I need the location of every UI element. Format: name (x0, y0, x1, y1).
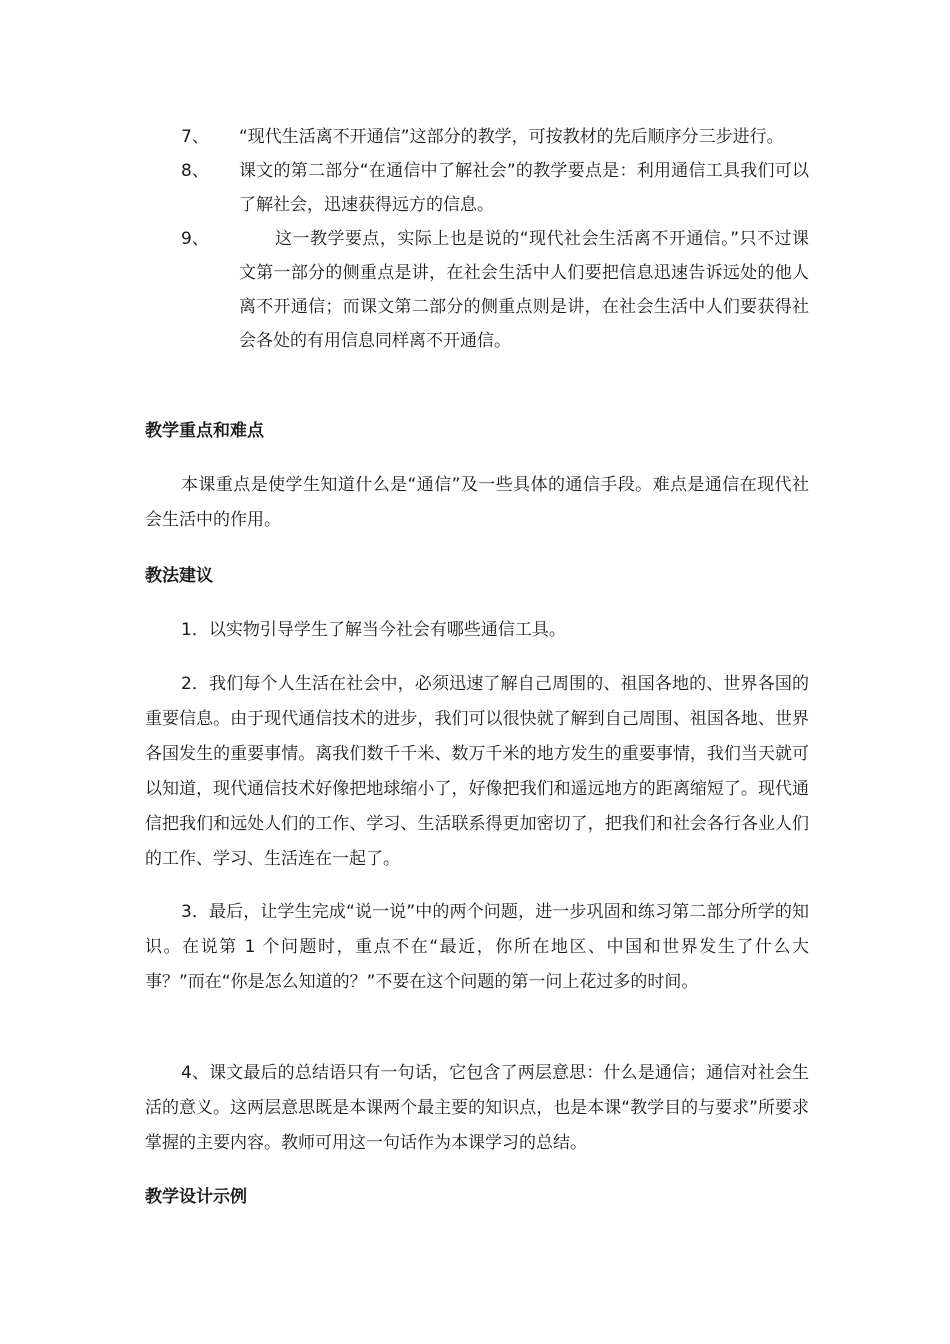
methods-paragraph-2: 2．我们每个人生活在社会中，必须迅速了解自己周围的、祖国各地的、世界各国的重要信息。由于现代通信技术的进步，我们可以很快就了解到自己周围、祖国各地、世界各国发生的重要事情。离我们数千千米、数万千米的地方发生的重要事情，我们当天就可以知道，现代通信技术好像把地球缩小了，好像把我们和遥远地方的距离缩短了。现代通信把我们和远处人们的工作、学习、生活联系得更加密切了，把我们和社会各行各业人们的工作、学习、生活连在一起了。 (145, 674, 809, 869)
key-points-paragraph: 本课重点是使学生知道什么是“通信”及一些具体的通信手段。难点是通信在现代社会生活中的作用。 (145, 475, 809, 530)
methods-paragraph-3: 3．最后，让学生完成“说一说”中的两个问题，进一步巩固和练习第二部分所学的知识。在说第 1 个问题时，重点不在“最近，你所在地区、中国和世界发生了什么大事？”而在“你是怎么知道的？”不要在这个问题的第一问上花过多的时间。 (145, 902, 809, 992)
methods-paragraph-1: 1．以实物引导学生了解当今社会有哪些通信工具。 (181, 620, 566, 640)
section-heading-key-points: 教学重点和难点 (145, 421, 264, 441)
list-item-number: 9、 (181, 229, 209, 249)
numbered-list (0, 120, 950, 358)
list-item (0, 120, 950, 154)
section-heading-design: 教学设计示例 (145, 1187, 247, 1207)
list-item-number: 8、 (181, 161, 209, 181)
list-item (0, 154, 950, 222)
list-item-text: “现代生活离不开通信”这部分的教学，可按教材的先后顺序分三步进行。 (239, 127, 784, 147)
section-heading-methods: 教法建议 (145, 566, 213, 586)
list-item-text: 课文的第二部分“在通信中了解社会”的教学要点是：利用通信工具我们可以了解社会，迅速获得远方的信息。 (239, 161, 809, 215)
list-item (0, 222, 950, 358)
list-item-text: 这一教学要点，实际上也是说的“现代社会生活离不开通信。”只不过课文第一部分的侧重点是讲，在社会生活中人们要把信息迅速告诉远处的他人离不开通信；而课文第二部分的侧重点则是讲，在社会生活中人们要获得社会各处的有用信息同样离不开通信。 (239, 229, 809, 351)
list-item-number: 7、 (181, 127, 209, 147)
methods-paragraph-4: 4、课文最后的总结语只有一句话，它包含了两层意思：什么是通信；通信对社会生活的意义。这两层意思既是本课两个最主要的知识点，也是本课“教学目的与要求”所要求掌握的主要内容。教师可用这一句话作为本课学习的总结。 (145, 1063, 809, 1153)
